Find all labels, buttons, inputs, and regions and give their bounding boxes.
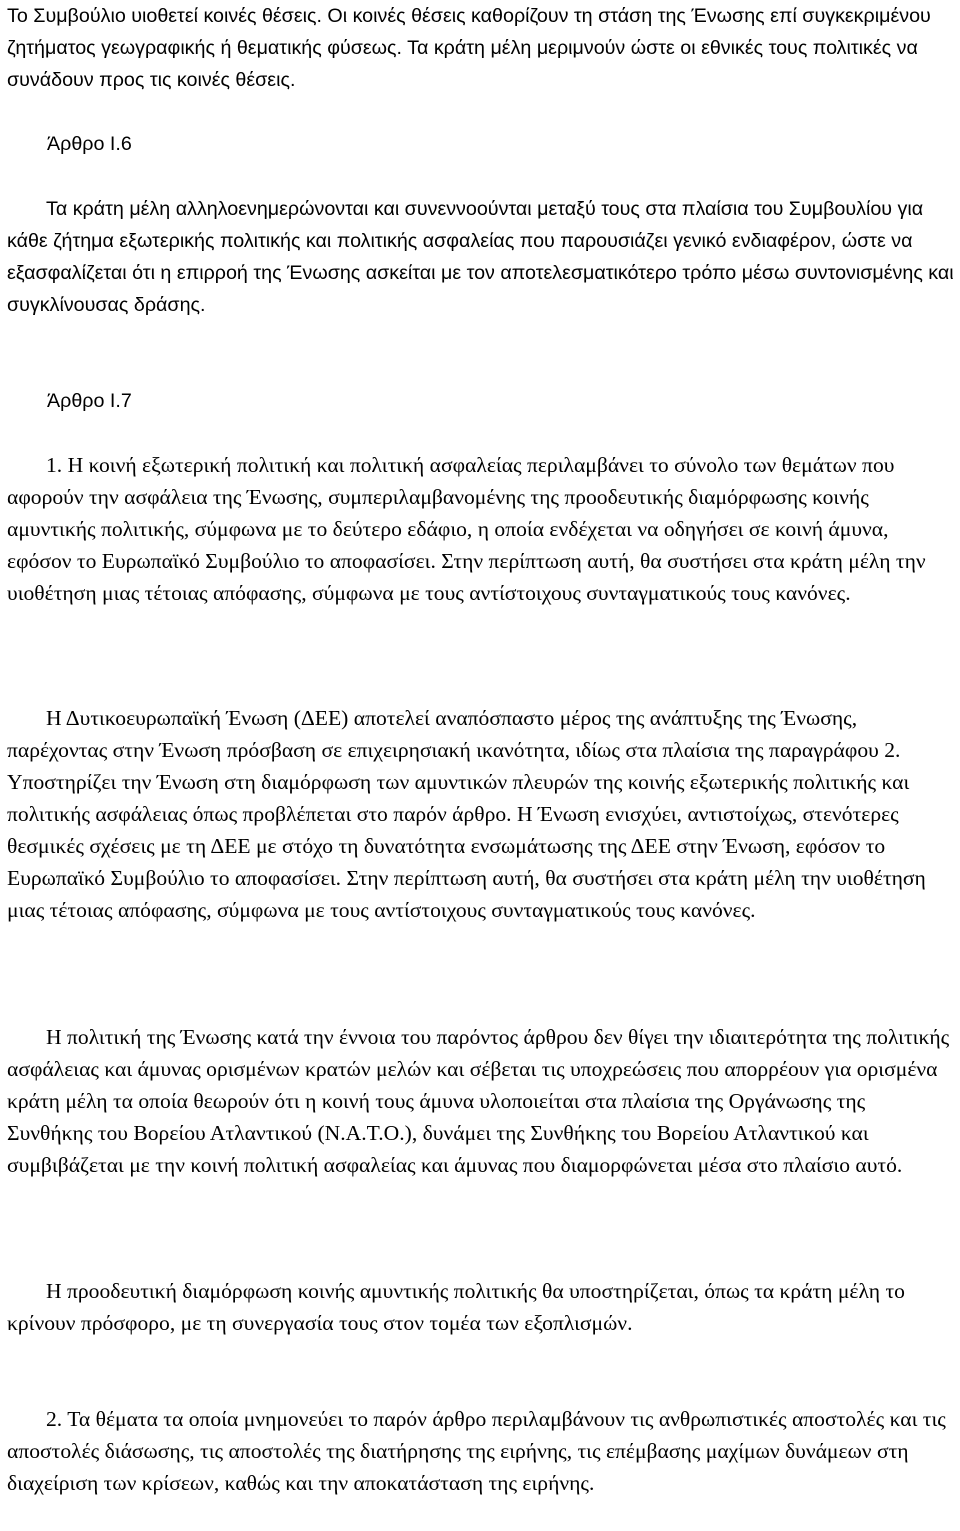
intro-paragraph: Το Συμβούλιο υιοθετεί κοινές θέσεις. Οι κοινές θέσεις καθορίζουν τη στάση της Ένωσης επί συγκεκριμένου ζητήματος γεωγραφικής ή θεματικής φύσεως. Τα κράτη μέλη μεριμνούν ώστε οι εθνικές τους πολιτικές να συνάδουν προς τις κοινές θέσεις.: [7, 5, 931, 91]
article-i7-heading: Άρθρο Ι.7: [47, 390, 132, 412]
nato-paragraph: Η πολιτική της Ένωσης κατά την έννοια του παρόντος άρθρου δεν θίγει την ιδιαιτερότητα της πολιτικής ασφάλειας και άμυνας ορισμένων κρατών μελών και σέβεται τις υποχρεώσεις που απορρέουν για ορισμένα κράτη μέλη τα οποία θεωρούν ότι η κοινή τους άμυνα υλοποιείται στα πλαίσια της Οργάνωσης της Συνθήκης του Βορείου Ατλαντικού (Ν.Α.Τ.Ο.), δυνάμει της Συνθήκης του Βορείου Ατλαντικού και συμβιβάζεται με την κοινή πολιτική ασφαλείας και άμυνας που διαμορφώνεται μέσα στο πλαίσιο αυτό.: [7, 1025, 950, 1177]
armaments-paragraph: Η προοδευτική διαμόρφωση κοινής αμυντικής πολιτικής θα υποστηρίζεται, όπως τα κράτη μέλη το κρίνουν πρόσφορο, με τη συνεργασία τους στον τομέα των εξοπλισμών.: [7, 1279, 905, 1335]
wеu-paragraph: Η Δυτικοευρωπαϊκή Ένωση (ΔΕΕ) αποτελεί αναπόσπαστο μέρος της ανάπτυξης της Ένωσης, παρέχοντας στην Ένωση πρόσβαση σε επιχειρησιακή ικανότητα, ιδίως στα πλαίσια της παραγράφου 2. Υποστηρίζει την Ένωση στη διαμόρφωση των αμυντικών πλευρών της κοινής εξωτερικής πολιτικής και πολιτικής ασφάλειας όπως προβλέπεται στο παρόν άρθρο. Η Ένωση ενισχύει, αντιστοίχως, στενότερες θεσμικές σχέσεις με τη ΔΕΕ με στόχο τη δυνατότητα ενσωμάτωσης της ΔΕΕ στην Ένωση, εφόσον το Ευρωπαϊκό Συμβούλιο το αποφασίσει. Στην περίπτωση αυτή, θα συστήσει στα κράτη μέλη την υιοθέτηση μιας τέτοιας απόφασης, σύμφωνα με τους αντίστοιχους συνταγματικούς τους κανόνες.: [7, 706, 926, 922]
paragraph-2: 2. Τα θέματα τα οποία μνημονεύει το παρόν άρθρο περιλαμβάνουν τις ανθρωπιστικές αποστολές και τις αποστολές διάσωσης, τις αποστολές της διατήρησης της ειρήνης, τις επέμβασης μαχίμων δυνάμεων στη διαχείριση των κρίσεων, καθώς και την αποκατάσταση της ειρήνης.: [7, 1407, 946, 1495]
article-i6-paragraph: Τα κράτη μέλη αλληλοενημερώνονται και συνεννοούνται μεταξύ τους στα πλαίσια του Συμβουλίου για κάθε ζήτημα εξωτερικής πολιτικής και πολιτικής ασφαλείας που παρουσιάζει γενικό ενδιαφέρον, ώστε να εξασφαλίζεται ότι η επιρροή της Ένωσης ασκείται με τον αποτελεσματικότερο τρόπο μέσω συντονισμένης και συγκλίνουσας δράσης.: [7, 198, 954, 316]
paragraph-1: 1. Η κοινή εξωτερική πολιτική και πολιτική ασφαλείας περιλαμβάνει το σύνολο των θεμάτων που αφορούν την ασφάλεια της Ένωσης, συμπεριλαμβανομένης της προοδευτικής διαμόρφωσης κοινής αμυντικής πολιτικής, σύμφωνα με το δεύτερο εδάφιο, η οποία ενδέχεται να οδηγήσει σε κοινή άμυνα, εφόσον το Ευρωπαϊκό Συμβούλιο το αποφασίσει. Στην περίπτωση αυτή, θα συστήσει στα κράτη μέλη την υιοθέτηση μιας τέτοιας απόφασης, σύμφωνα με τους αντίστοιχους συνταγματικούς τους κανόνες.: [7, 453, 926, 605]
article-i6-heading: Άρθρο Ι.6: [47, 133, 132, 155]
